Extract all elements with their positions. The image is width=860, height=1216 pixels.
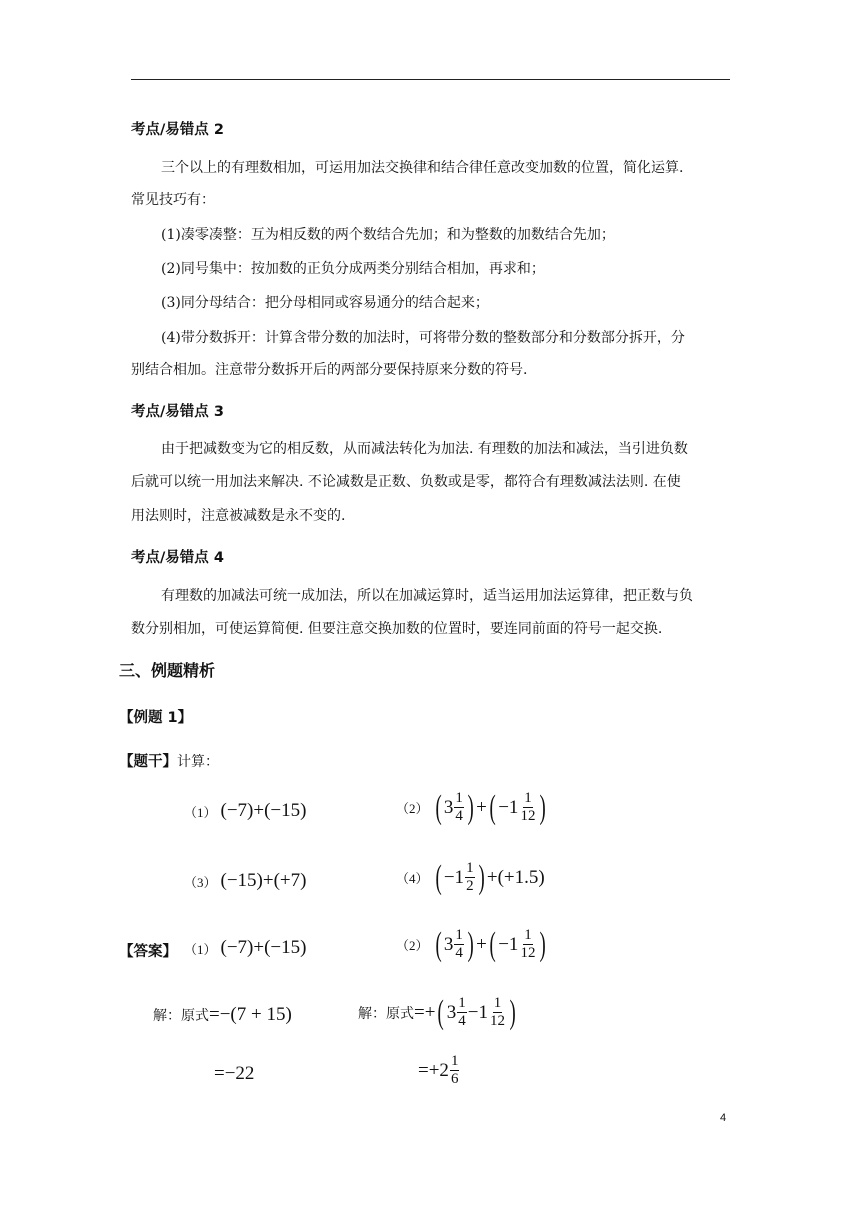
solution-2-step1: 解：原式 =+ ( 3 $\frac{1}{4}$ −1 $\frac{1}{12}$ ) [358, 993, 516, 1031]
stem-label: 【题干】 [119, 754, 177, 770]
fraction: $\frac{1}{12}$ [489, 995, 505, 1029]
question-expression: (−7)+(−15) [220, 937, 307, 958]
solution-1-step1 [153, 1004, 292, 1026]
question-label: （1） [184, 941, 217, 957]
fraction: $\frac{1}{2}$ [466, 860, 474, 894]
heading-point-2: 考点/易错点 2 [131, 122, 224, 138]
fraction: $\frac{1}{4}$ [458, 995, 466, 1029]
question-2: （2） ( 3 $\frac{1}{4}$ ) + ( −1 $\frac{1}{12}$ ) [396, 788, 547, 826]
solution-2-result: =+2 $\frac{1}{6}$ [418, 1053, 459, 1087]
paragraph-line: 三个以上的有理数相加，可运用加法交换律和结合律任意改变加数的位置，简化运算. [161, 160, 684, 176]
tip-item: (3)同分母结合：把分母相同或容易通分的结合起来； [161, 295, 489, 311]
question-3 [184, 870, 306, 892]
fraction: $\frac{1}{4}$ [455, 790, 463, 824]
fraction: $\frac{1}{4}$ [455, 927, 463, 961]
fraction: $\frac{1}{12}$ [520, 790, 536, 824]
answer-2: （2） ( 3 $\frac{1}{4}$ ) + ( −1 $\frac{1}{12}$ ) [396, 925, 547, 963]
paragraph-line: 由于把减数变为它的相反数，从而减法转化为加法. 有理数的加法和减法，当引进负数 [161, 441, 688, 457]
answer-1 [184, 937, 306, 959]
paragraph-line: 有理数的加减法可统一成加法，所以在加减运算时，适当运用加法运算律，把正数与负 [161, 588, 693, 604]
question-expression: (−7)+(−15) [220, 800, 307, 821]
question-expression: (−15)+(+7) [220, 870, 307, 891]
section-title: 三、例题精析 [119, 661, 216, 680]
tip-item: (4)带分数拆开：计算含带分数的加法时，可将带分数的整数部分和分数部分拆开，分 [161, 330, 685, 346]
stem-row [119, 750, 219, 771]
question-label: （2） [396, 938, 429, 953]
question-1 [184, 800, 306, 822]
question-4: （4） ( −1 $\frac{1}{2}$ ) + (+1.5) [396, 858, 545, 896]
solution-label: 解：原式 [358, 1006, 414, 1022]
solution-1-result: =−22 [214, 1063, 255, 1084]
fraction: $\frac{1}{12}$ [520, 927, 536, 961]
heading-point-3: 考点/易错点 3 [131, 404, 224, 420]
header-rule [131, 79, 730, 80]
page-number: 4 [720, 1112, 727, 1124]
paragraph-line: 用法则时，注意被减数是永不变的. [131, 508, 346, 524]
question-label: （2） [396, 801, 429, 816]
paragraph-line: 后就可以统一用加法来解决. 不论减数是正数、负数或是零，都符合有理数减法法则. 在使 [131, 474, 681, 490]
example-label: 【例题 1】 [119, 710, 193, 726]
paragraph-line: 常见技巧有： [131, 192, 215, 208]
stem-text: 计算： [177, 754, 219, 770]
tip-item: (2)同号集中：按加数的正负分成两类分别结合相加，再求和； [161, 261, 545, 277]
answer-label: 【答案】 [119, 944, 177, 960]
tip-item: 别结合相加。注意带分数拆开后的两部分要保持原来分数的符号. [131, 362, 528, 378]
solution-expression: =−(7 + 15) [209, 1004, 292, 1025]
question-label: （1） [184, 804, 217, 820]
heading-point-4: 考点/易错点 4 [131, 550, 224, 566]
tip-item: (1)凑零凑整：互为相反数的两个数结合先加；和为整数的加数结合先加； [161, 227, 615, 243]
question-label: （3） [184, 874, 217, 890]
fraction: $\frac{1}{6}$ [450, 1053, 459, 1087]
question-label: （4） [396, 871, 429, 886]
paragraph-line: 数分别相加，可使运算简便. 但要注意交换加数的位置时，要连同前面的符号一起交换. [131, 621, 663, 637]
solution-label: 解：原式 [153, 1009, 209, 1024]
